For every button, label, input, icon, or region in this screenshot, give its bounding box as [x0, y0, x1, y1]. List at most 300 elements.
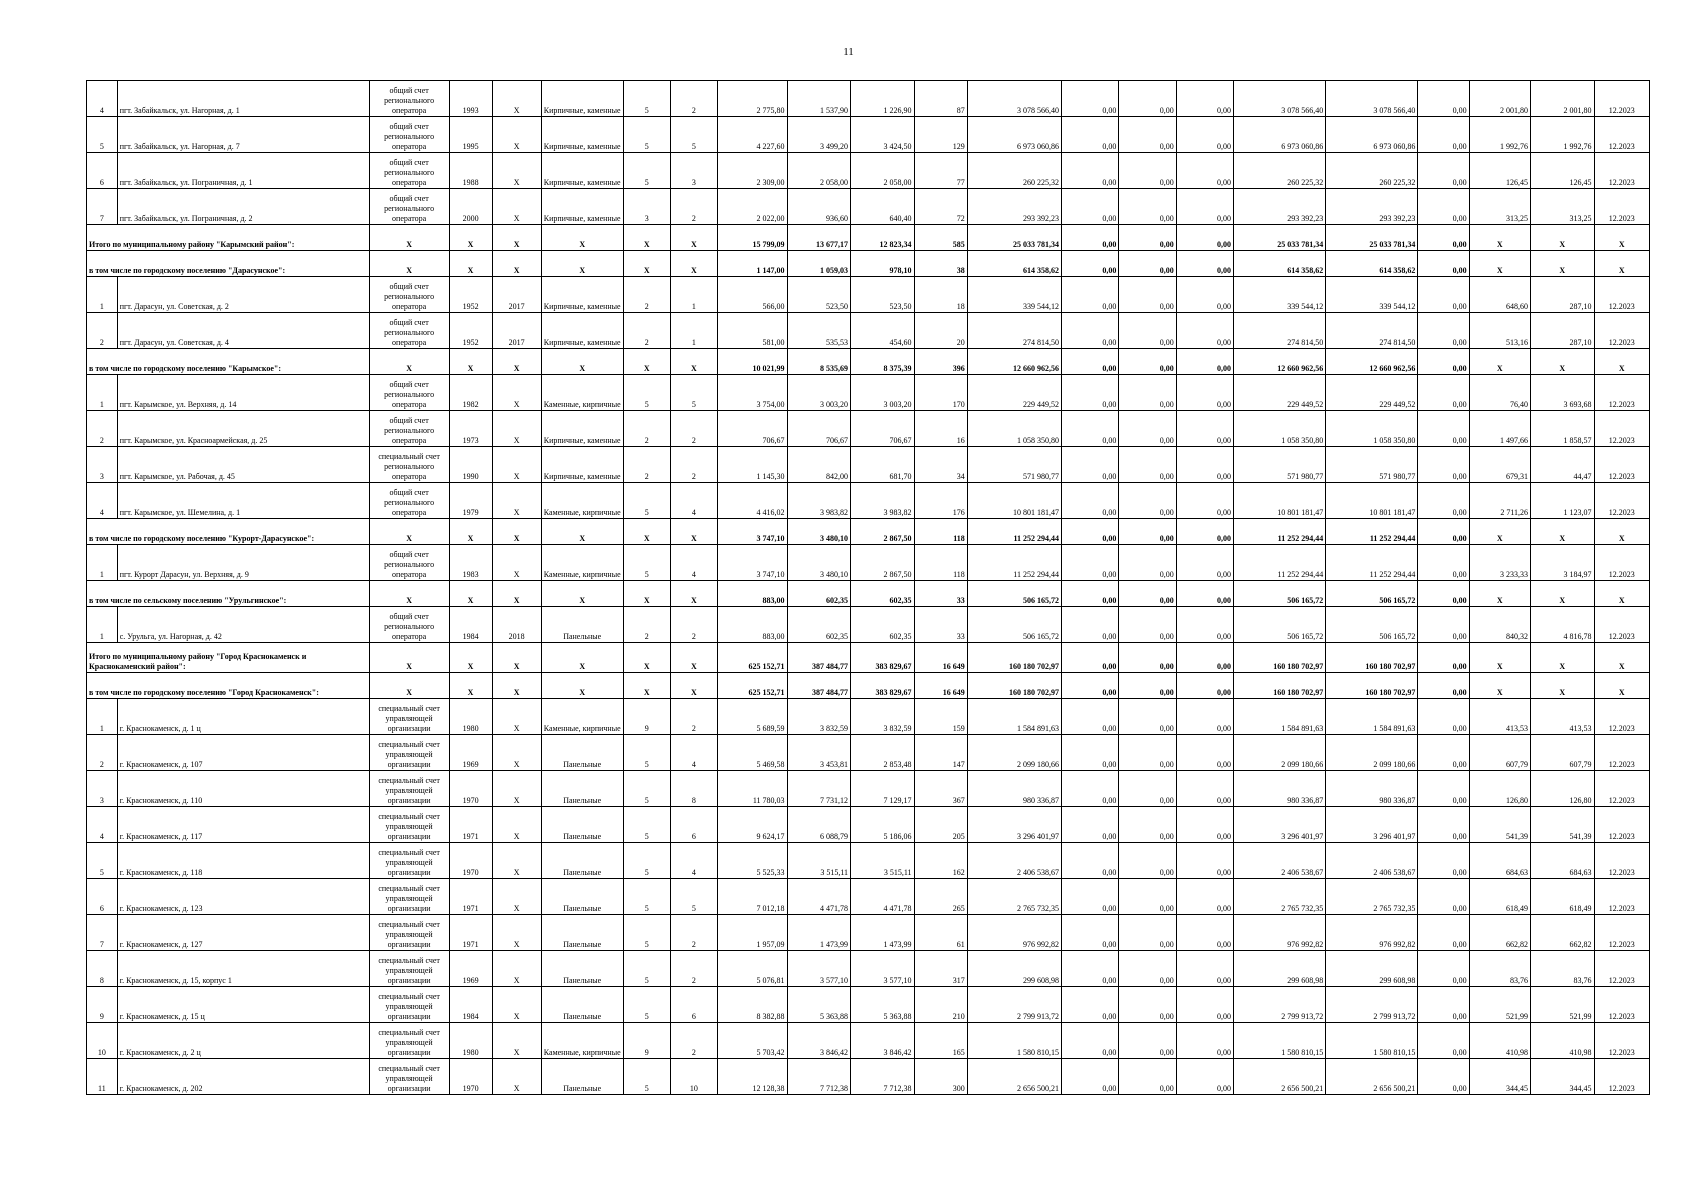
table-cell: X — [492, 987, 541, 1023]
table-cell: 274 814,50 — [1326, 313, 1418, 349]
table-cell: 4 — [670, 735, 717, 771]
table-cell: 12.2023 — [1594, 1023, 1649, 1059]
address-cell: г. Краснокаменск, д. 117 — [117, 807, 369, 843]
subtotal-cell: X — [670, 519, 717, 545]
subtotal-label: в том числе по сельскому поселению "Урульгинское": — [87, 581, 370, 607]
table-cell: 12.2023 — [1594, 1059, 1649, 1095]
subtotal-label: в том числе по городскому поселению "Город Краснокаменск": — [87, 673, 370, 699]
table-cell: 3 — [623, 189, 670, 225]
table-cell: Каменные, кирпичные — [541, 1023, 623, 1059]
subtotal-cell: X — [1594, 581, 1649, 607]
table-cell: 3 — [670, 153, 717, 189]
table-cell: 76,40 — [1469, 375, 1530, 411]
table-cell: 602,35 — [787, 607, 851, 643]
table-cell: 3 577,10 — [787, 951, 851, 987]
table-cell: 2000 — [449, 189, 492, 225]
table-cell: 2 406 538,67 — [1326, 843, 1418, 879]
table-cell: 3 078 566,40 — [967, 81, 1061, 117]
table-cell: 0,00 — [1418, 411, 1469, 447]
subtotal-cell: 383 829,67 — [851, 643, 915, 673]
subtotal-cell: X — [623, 581, 670, 607]
table-cell: 0,00 — [1062, 807, 1119, 843]
subtotal-cell: 614 358,62 — [1234, 251, 1326, 277]
table-cell: 0,00 — [1119, 1023, 1176, 1059]
table-cell: специальный счет управляющей организации — [369, 807, 449, 843]
row-number-cell: 11 — [87, 1059, 118, 1095]
table-cell: Панельные — [541, 987, 623, 1023]
table-cell: 165 — [914, 1023, 967, 1059]
subtotal-cell: 8 375,39 — [851, 349, 915, 375]
table-cell: 607,79 — [1531, 735, 1595, 771]
table-cell: 3 754,00 — [717, 375, 787, 411]
table-cell: 0,00 — [1119, 607, 1176, 643]
subtotal-cell: 12 660 962,56 — [1326, 349, 1418, 375]
table-cell: 0,00 — [1176, 189, 1233, 225]
table-cell: 521,99 — [1531, 987, 1595, 1023]
table-cell: 0,00 — [1062, 447, 1119, 483]
table-cell: 0,00 — [1062, 81, 1119, 117]
subtotal-cell: X — [1469, 581, 1530, 607]
table-cell: 0,00 — [1418, 807, 1469, 843]
table-cell: общий счет регионального оператора — [369, 313, 449, 349]
table-cell: X — [492, 189, 541, 225]
table-cell: 11 252 294,44 — [967, 545, 1061, 581]
table-cell: 293 392,23 — [1326, 189, 1418, 225]
address-cell: г. Краснокаменск, д. 1 ц — [117, 699, 369, 735]
table-cell: 12.2023 — [1594, 375, 1649, 411]
table-cell: Каменные, кирпичные — [541, 483, 623, 519]
subtotal-cell: 0,00 — [1418, 643, 1469, 673]
table-cell: 6 088,79 — [787, 807, 851, 843]
table-cell: 1990 — [449, 447, 492, 483]
subtotal-cell: 11 252 294,44 — [1326, 519, 1418, 545]
subtotal-cell: 160 180 702,97 — [1234, 643, 1326, 673]
table-cell: 0,00 — [1119, 879, 1176, 915]
table-cell: 5 363,88 — [851, 987, 915, 1023]
table-cell: 5 — [623, 843, 670, 879]
table-cell: 1 473,99 — [851, 915, 915, 951]
table-cell: 5 — [623, 915, 670, 951]
row-number-cell: 1 — [87, 375, 118, 411]
subtotal-label: в том числе по городскому поселению "Дарасунское": — [87, 251, 370, 277]
table-cell: Панельные — [541, 879, 623, 915]
table-cell: 2 711,26 — [1469, 483, 1530, 519]
table-cell: 535,53 — [787, 313, 851, 349]
subtotal-cell: X — [449, 225, 492, 251]
table-cell: 6 — [670, 987, 717, 1023]
subtotal-cell: X — [1594, 349, 1649, 375]
table-cell: 0,00 — [1176, 1023, 1233, 1059]
table-cell: 3 846,42 — [787, 1023, 851, 1059]
table-cell: Панельные — [541, 771, 623, 807]
subtotal-cell: 11 252 294,44 — [967, 519, 1061, 545]
table-cell: 1988 — [449, 153, 492, 189]
table-cell: 344,45 — [1469, 1059, 1530, 1095]
table-cell: 521,99 — [1469, 987, 1530, 1023]
table-cell: 339 544,12 — [967, 277, 1061, 313]
subtotal-cell: 0,00 — [1418, 519, 1469, 545]
table-cell: 1 580 810,15 — [1234, 1023, 1326, 1059]
subtotal-cell: X — [1469, 349, 1530, 375]
table-cell: 229 449,52 — [967, 375, 1061, 411]
table-cell: общий счет регионального оператора — [369, 153, 449, 189]
table-row — [87, 915, 1650, 951]
subtotal-cell: X — [623, 251, 670, 277]
subtotal-row — [87, 251, 1650, 277]
address-cell: пгт. Забайкальск, ул. Пограничная, д. 2 — [117, 189, 369, 225]
table-cell: 293 392,23 — [967, 189, 1061, 225]
subtotal-cell: X — [369, 519, 449, 545]
table-cell: 3 480,10 — [787, 545, 851, 581]
table-cell: 541,39 — [1531, 807, 1595, 843]
table-cell: 2 656 500,21 — [1326, 1059, 1418, 1095]
table-cell: 2 058,00 — [851, 153, 915, 189]
table-cell: 313,25 — [1531, 189, 1595, 225]
table-cell: 0,00 — [1418, 117, 1469, 153]
table-row — [87, 735, 1650, 771]
table-cell: X — [492, 951, 541, 987]
subtotal-cell: 506 165,72 — [967, 581, 1061, 607]
subtotal-cell: X — [449, 251, 492, 277]
table-cell: 2 853,48 — [851, 735, 915, 771]
subtotal-row — [87, 673, 1650, 699]
table-cell: 1 145,30 — [717, 447, 787, 483]
table-cell: 0,00 — [1176, 1059, 1233, 1095]
subtotal-cell: X — [369, 673, 449, 699]
row-number-cell: 3 — [87, 771, 118, 807]
table-cell: 2 — [623, 447, 670, 483]
table-cell: 0,00 — [1119, 313, 1176, 349]
table-cell: 523,50 — [851, 277, 915, 313]
table-cell: 4 471,78 — [787, 879, 851, 915]
address-cell: пгт. Забайкальск, ул. Нагорная, д. 7 — [117, 117, 369, 153]
table-cell: 2 099 180,66 — [1234, 735, 1326, 771]
table-cell: 0,00 — [1062, 545, 1119, 581]
table-cell: 0,00 — [1062, 987, 1119, 1023]
row-number-cell: 6 — [87, 879, 118, 915]
subtotal-cell: 0,00 — [1176, 349, 1233, 375]
table-row — [87, 189, 1650, 225]
table-cell: 566,00 — [717, 277, 787, 313]
table-row — [87, 807, 1650, 843]
table-cell: 299 608,98 — [1326, 951, 1418, 987]
table-cell: 883,00 — [717, 607, 787, 643]
table-cell: 7 731,12 — [787, 771, 851, 807]
table-cell: 0,00 — [1062, 1059, 1119, 1095]
table-cell: 0,00 — [1418, 771, 1469, 807]
table-cell: 0,00 — [1176, 153, 1233, 189]
table-row — [87, 81, 1650, 117]
subtotal-cell: X — [1531, 581, 1595, 607]
table-cell: 12.2023 — [1594, 411, 1649, 447]
subtotal-cell: 10 021,99 — [717, 349, 787, 375]
table-cell: 0,00 — [1176, 607, 1233, 643]
subtotal-cell: 585 — [914, 225, 967, 251]
subtotal-cell: 614 358,62 — [1326, 251, 1418, 277]
table-cell: 5 — [670, 879, 717, 915]
table-cell: 3 003,20 — [851, 375, 915, 411]
table-cell: 0,00 — [1176, 483, 1233, 519]
address-cell: г. Краснокаменск, д. 107 — [117, 735, 369, 771]
subtotal-cell: X — [1594, 519, 1649, 545]
row-number-cell: 8 — [87, 951, 118, 987]
subtotal-cell: 0,00 — [1062, 581, 1119, 607]
table-cell: 10 — [670, 1059, 717, 1095]
table-cell: 299 608,98 — [1234, 951, 1326, 987]
table-cell: 5 — [623, 771, 670, 807]
row-number-cell: 1 — [87, 545, 118, 581]
subtotal-cell: X — [449, 349, 492, 375]
table-cell: 2 — [670, 699, 717, 735]
table-cell: 1 580 810,15 — [967, 1023, 1061, 1059]
table-cell: 0,00 — [1418, 879, 1469, 915]
table-cell: 274 814,50 — [1234, 313, 1326, 349]
table-cell: 2 — [670, 915, 717, 951]
table-cell: 3 983,82 — [787, 483, 851, 519]
table-cell: 0,00 — [1176, 807, 1233, 843]
table-cell: 1 497,66 — [1469, 411, 1530, 447]
table-row — [87, 153, 1650, 189]
table-cell: 260 225,32 — [1234, 153, 1326, 189]
table-cell: 3 296 401,97 — [1326, 807, 1418, 843]
table-cell: 840,32 — [1469, 607, 1530, 643]
table-cell: X — [492, 81, 541, 117]
table-cell: 5 689,59 — [717, 699, 787, 735]
table-cell: 0,00 — [1418, 699, 1469, 735]
subtotal-cell: 8 535,69 — [787, 349, 851, 375]
table-cell: 147 — [914, 735, 967, 771]
table-cell: 3 003,20 — [787, 375, 851, 411]
table-cell: 5 — [623, 81, 670, 117]
address-cell: г. Краснокаменск, д. 202 — [117, 1059, 369, 1095]
table-cell: 1 058 350,80 — [1326, 411, 1418, 447]
subtotal-cell: X — [492, 643, 541, 673]
subtotal-cell: X — [369, 349, 449, 375]
subtotal-cell: X — [369, 643, 449, 673]
table-cell: общий счет регионального оператора — [369, 607, 449, 643]
table-cell: 706,67 — [717, 411, 787, 447]
subtotal-cell: 160 180 702,97 — [967, 673, 1061, 699]
table-cell: 0,00 — [1119, 843, 1176, 879]
subtotal-cell: 25 033 781,34 — [967, 225, 1061, 251]
subtotal-cell: 15 799,09 — [717, 225, 787, 251]
table-cell: 10 801 181,47 — [1234, 483, 1326, 519]
subtotal-cell: X — [623, 349, 670, 375]
table-cell: 0,00 — [1176, 447, 1233, 483]
table-cell: Панельные — [541, 607, 623, 643]
table-cell: 0,00 — [1176, 771, 1233, 807]
table-cell: 1 226,90 — [851, 81, 915, 117]
table-cell: 0,00 — [1176, 277, 1233, 313]
table-cell: 0,00 — [1119, 483, 1176, 519]
subtotal-label: в том числе по городскому поселению "Карымское": — [87, 349, 370, 375]
table-cell: 0,00 — [1062, 735, 1119, 771]
subtotal-row — [87, 519, 1650, 545]
table-cell: 1 957,09 — [717, 915, 787, 951]
subtotal-cell: X — [670, 225, 717, 251]
table-cell: 12.2023 — [1594, 545, 1649, 581]
table-cell: 1980 — [449, 699, 492, 735]
subtotal-cell: X — [1469, 519, 1530, 545]
subtotal-cell: 0,00 — [1062, 643, 1119, 673]
row-number-cell: 7 — [87, 189, 118, 225]
subtotal-cell: X — [670, 673, 717, 699]
table-cell: 2 765 732,35 — [967, 879, 1061, 915]
subtotal-cell: 0,00 — [1418, 225, 1469, 251]
table-cell: 1971 — [449, 879, 492, 915]
table-cell: 6 — [670, 807, 717, 843]
subtotal-cell: X — [1531, 673, 1595, 699]
table-cell: 2 799 913,72 — [1234, 987, 1326, 1023]
subtotal-row — [87, 225, 1650, 251]
table-cell: X — [492, 879, 541, 915]
table-cell: 12.2023 — [1594, 771, 1649, 807]
subtotal-cell: 12 660 962,56 — [1234, 349, 1326, 375]
table-body — [87, 81, 1650, 1095]
row-number-cell: 1 — [87, 277, 118, 313]
subtotal-cell: X — [670, 581, 717, 607]
table-cell: 2 — [623, 277, 670, 313]
table-cell: 299 608,98 — [967, 951, 1061, 987]
table-cell: 5 186,06 — [851, 807, 915, 843]
table-cell: 6 973 060,86 — [967, 117, 1061, 153]
table-cell: 2018 — [492, 607, 541, 643]
table-cell: 4 — [670, 843, 717, 879]
table-cell: 454,60 — [851, 313, 915, 349]
table-cell: 229 449,52 — [1234, 375, 1326, 411]
table-cell: 12.2023 — [1594, 879, 1649, 915]
table-cell: X — [492, 915, 541, 951]
table-cell: 1970 — [449, 1059, 492, 1095]
subtotal-cell: 0,00 — [1418, 673, 1469, 699]
table-cell: 287,10 — [1531, 277, 1595, 313]
subtotal-cell: 0,00 — [1176, 225, 1233, 251]
subtotal-cell: 978,10 — [851, 251, 915, 277]
table-cell: 12.2023 — [1594, 807, 1649, 843]
table-cell: 5 — [670, 117, 717, 153]
subtotal-cell: X — [1469, 643, 1530, 673]
subtotal-cell: 506 165,72 — [1326, 581, 1418, 607]
table-cell: 0,00 — [1418, 987, 1469, 1023]
address-cell: г. Краснокаменск, д. 118 — [117, 843, 369, 879]
table-cell: 1952 — [449, 313, 492, 349]
address-cell: г. Краснокаменск, д. 15 ц — [117, 987, 369, 1023]
table-cell: 5 — [623, 807, 670, 843]
table-cell: 0,00 — [1418, 375, 1469, 411]
table-cell: 2 — [670, 447, 717, 483]
table-cell: 5 363,88 — [787, 987, 851, 1023]
table-cell: 33 — [914, 607, 967, 643]
table-cell: 5 — [623, 879, 670, 915]
table-cell: 2 — [623, 313, 670, 349]
table-cell: 0,00 — [1119, 153, 1176, 189]
housing-register-table — [86, 80, 1650, 1095]
subtotal-cell: X — [1469, 251, 1530, 277]
table-row — [87, 545, 1650, 581]
table-cell: X — [492, 807, 541, 843]
table-cell: 607,79 — [1469, 735, 1530, 771]
table-cell: 1 537,90 — [787, 81, 851, 117]
table-cell: 1 473,99 — [787, 915, 851, 951]
row-number-cell: 7 — [87, 915, 118, 951]
table-cell: специальный счет регионального оператора — [369, 447, 449, 483]
table-cell: X — [492, 483, 541, 519]
table-cell: 410,98 — [1531, 1023, 1595, 1059]
table-cell: 126,80 — [1469, 771, 1530, 807]
table-cell: 287,10 — [1531, 313, 1595, 349]
table-cell: 0,00 — [1119, 81, 1176, 117]
table-cell: 12.2023 — [1594, 483, 1649, 519]
table-cell: 159 — [914, 699, 967, 735]
table-row — [87, 699, 1650, 735]
table-cell: 506 165,72 — [1234, 607, 1326, 643]
subtotal-cell: X — [1531, 643, 1595, 673]
address-cell: пгт. Карымское, ул. Красноармейская, д. 25 — [117, 411, 369, 447]
subtotal-cell: X — [369, 251, 449, 277]
table-cell: 0,00 — [1418, 277, 1469, 313]
table-cell: 0,00 — [1119, 545, 1176, 581]
table-cell: 0,00 — [1176, 879, 1233, 915]
subtotal-cell: 0,00 — [1119, 673, 1176, 699]
table-row — [87, 447, 1650, 483]
table-cell: 2 799 913,72 — [967, 987, 1061, 1023]
table-cell: 7 712,38 — [787, 1059, 851, 1095]
table-cell: 0,00 — [1418, 189, 1469, 225]
table-cell: специальный счет управляющей организации — [369, 879, 449, 915]
table-cell: 2 799 913,72 — [1326, 987, 1418, 1023]
table-cell: 0,00 — [1062, 483, 1119, 519]
subtotal-cell: 0,00 — [1119, 225, 1176, 251]
subtotal-cell: 38 — [914, 251, 967, 277]
table-cell: 976 992,82 — [967, 915, 1061, 951]
table-cell: 1 058 350,80 — [1234, 411, 1326, 447]
table-cell: 0,00 — [1062, 411, 1119, 447]
table-cell: 129 — [914, 117, 967, 153]
subtotal-cell: X — [1469, 225, 1530, 251]
subtotal-cell: 160 180 702,97 — [1326, 643, 1418, 673]
subtotal-cell: 506 165,72 — [1234, 581, 1326, 607]
table-cell: общий счет регионального оператора — [369, 375, 449, 411]
table-cell: общий счет регионального оператора — [369, 189, 449, 225]
table-cell: 5 — [623, 987, 670, 1023]
subtotal-cell: X — [492, 349, 541, 375]
table-cell: специальный счет управляющей организации — [369, 1023, 449, 1059]
row-number-cell: 2 — [87, 313, 118, 349]
subtotal-cell: 0,00 — [1176, 581, 1233, 607]
row-number-cell: 2 — [87, 411, 118, 447]
table-cell: 12.2023 — [1594, 735, 1649, 771]
table-cell: 0,00 — [1062, 607, 1119, 643]
table-cell: 12.2023 — [1594, 951, 1649, 987]
table-cell: Кирпичные, каменные — [541, 189, 623, 225]
subtotal-cell: 2 867,50 — [851, 519, 915, 545]
table-cell: 0,00 — [1062, 313, 1119, 349]
subtotal-cell: X — [670, 643, 717, 673]
table-cell: 5 — [623, 375, 670, 411]
table-row — [87, 951, 1650, 987]
table-cell: 976 992,82 — [1326, 915, 1418, 951]
table-cell: 1970 — [449, 843, 492, 879]
table-cell: 12.2023 — [1594, 189, 1649, 225]
subtotal-cell: 0,00 — [1119, 251, 1176, 277]
subtotal-cell: 383 829,67 — [851, 673, 915, 699]
table-cell: 0,00 — [1176, 117, 1233, 153]
table-cell: 0,00 — [1119, 987, 1176, 1023]
subtotal-cell: X — [541, 581, 623, 607]
table-cell: 0,00 — [1119, 915, 1176, 951]
table-cell: 0,00 — [1176, 843, 1233, 879]
table-cell: 0,00 — [1176, 987, 1233, 1023]
